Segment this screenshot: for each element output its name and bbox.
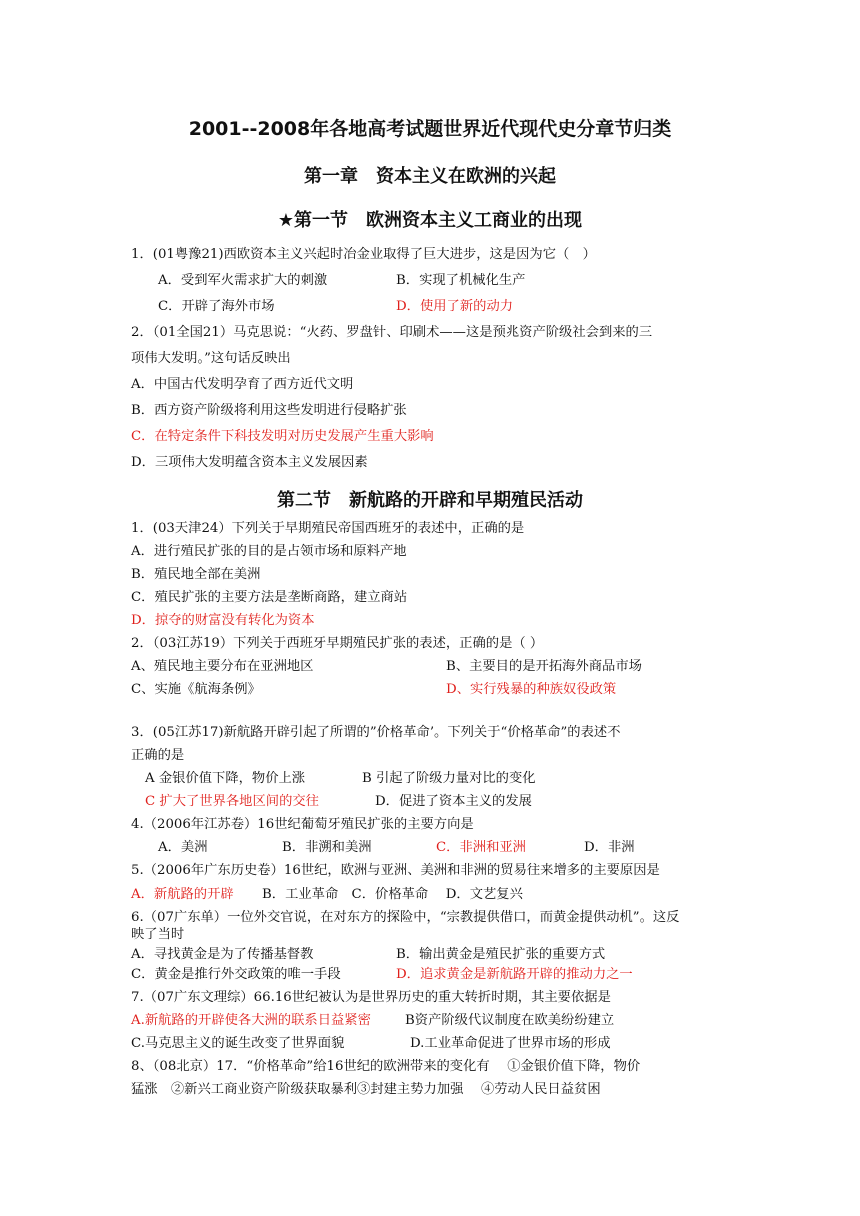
answer-option-d: D．追求黄金是新航路开辟的推动力之一: [396, 967, 633, 982]
section-heading: 第二节 新航路的开辟和早期殖民活动: [277, 490, 583, 511]
section-heading: ★第一节 欧洲资本主义工商业的出现: [277, 210, 583, 231]
question-text: 映了当时: [131, 927, 185, 942]
option-d: D．促进了资本主义的发展: [375, 794, 532, 809]
option-c: C、实施《航海条例》: [131, 682, 261, 697]
option-a: A、殖民地主要分布在亚洲地区: [131, 659, 314, 674]
answer-option-c: C 扩大了世界各地区间的交往: [145, 794, 319, 809]
question-text: 猛涨 ②新兴工商业资产阶级获取暴利③封建主势力加强 ④劳动人民日益贫困: [131, 1082, 601, 1097]
question-text: 3．(05江苏17)新航路开辟引起了所谓的”价格革命’。下列关于“价格革命”的表述不: [131, 725, 621, 740]
option-a: A．寻找黄金是为了传播基督教: [131, 947, 314, 962]
question-text: 6.（07广东单）一位外交官说，在对东方的探险中，“宗教提供借口，而黄金提供动机”。这反: [131, 910, 680, 925]
option-b: B．非溯和美洲: [282, 840, 372, 855]
option-d: D．非洲: [584, 840, 635, 855]
option-b: B、主要目的是开拓海外商品市场: [446, 659, 642, 674]
option-a: A．进行殖民扩张的目的是占领市场和原料产地: [131, 544, 407, 559]
option-c: C．黄金是推行外交政策的唯一手段: [131, 967, 341, 982]
chapter-heading: 第一章 资本主义在欧洲的兴起: [304, 166, 556, 187]
option-a: A．美洲: [158, 840, 208, 855]
question-text: 项伟大发明。”这句话反映出: [131, 351, 291, 366]
answer-option-c: C．非洲和亚洲: [436, 840, 526, 855]
question-text: 8、（08北京）17．“价格革命”给16世纪的欧洲带来的变化有 ①金银价值下降，物价: [131, 1059, 641, 1074]
answer-option-d: D、实行残暴的种族奴役政策: [446, 682, 617, 697]
option-a: A．中国古代发明孕育了西方近代文明: [131, 377, 354, 392]
option-b: B．殖民地全部在美洲: [131, 567, 261, 582]
option-b: B 引起了阶级力量对比的变化: [362, 771, 536, 786]
option-a: A 金银价值下降，物价上涨: [145, 771, 306, 786]
question-text: 7.（07广东文理综）66.16世纪被认为是世界历史的重大转折时期，其主要依据是: [131, 990, 611, 1005]
answer-option-d: D．掠夺的财富没有转化为资本: [131, 613, 315, 628]
options-bcd: B．工业革命 C．价格革命 D．文艺复兴: [262, 887, 523, 902]
question-text: 2．（01全国21）马克思说：“火药、罗盘针、印刷术——这是预兆资产阶级社会到来的三: [131, 325, 653, 340]
answer-option-c: C．在特定条件下科技发明对历史发展产生重大影响: [131, 429, 434, 444]
option-d: D.工业革命促进了世界市场的形成: [410, 1036, 611, 1051]
option-c: C.马克思主义的诞生改变了世界面貌: [131, 1036, 345, 1051]
question-text: 1．(01粤豫21)西欧资本主义兴起时冶金业取得了巨大进步，这是因为它（ ）: [131, 247, 596, 262]
question-text: 正确的是: [131, 748, 185, 763]
option-c: C．殖民扩张的主要方法是垄断商路，建立商站: [131, 590, 408, 605]
question-text: 4.（2006年江苏卷）16世纪葡萄牙殖民扩张的主要方向是: [131, 817, 474, 832]
option-b: B．实现了机械化生产: [396, 273, 526, 288]
question-text: 5.（2006年广东历史卷）16世纪，欧洲与亚洲、美洲和非洲的贸易往来增多的主要原因是: [131, 863, 660, 878]
answer-option-a: A.新航路的开辟使各大洲的联系日益紧密: [131, 1013, 371, 1028]
option-a: A．受到军火需求扩大的刺激: [158, 273, 328, 288]
document-title: 2001--2008年各地高考试题世界近代现代史分章节归类: [188, 118, 672, 140]
option-d: D．三项伟大发明蕴含资本主义发展因素: [131, 455, 368, 470]
option-c: C．开辟了海外市场: [158, 299, 275, 314]
option-b: B．输出黄金是殖民扩张的重要方式: [396, 947, 606, 962]
question-text: 2．（03江苏19）下列关于西班牙早期殖民扩张的表述，正确的是（ ）: [131, 636, 544, 651]
answer-option-a: A．新航路的开辟: [131, 887, 234, 902]
option-b: B．西方资产阶级将利用这些发明进行侵略扩张: [131, 403, 407, 418]
option-b: B资产阶级代议制度在欧美纷纷建立: [405, 1013, 615, 1028]
question-text: 1．(03天津24）下列关于早期殖民帝国西班牙的表述中，正确的是: [131, 521, 525, 536]
answer-option-d: D．使用了新的动力: [396, 299, 514, 314]
